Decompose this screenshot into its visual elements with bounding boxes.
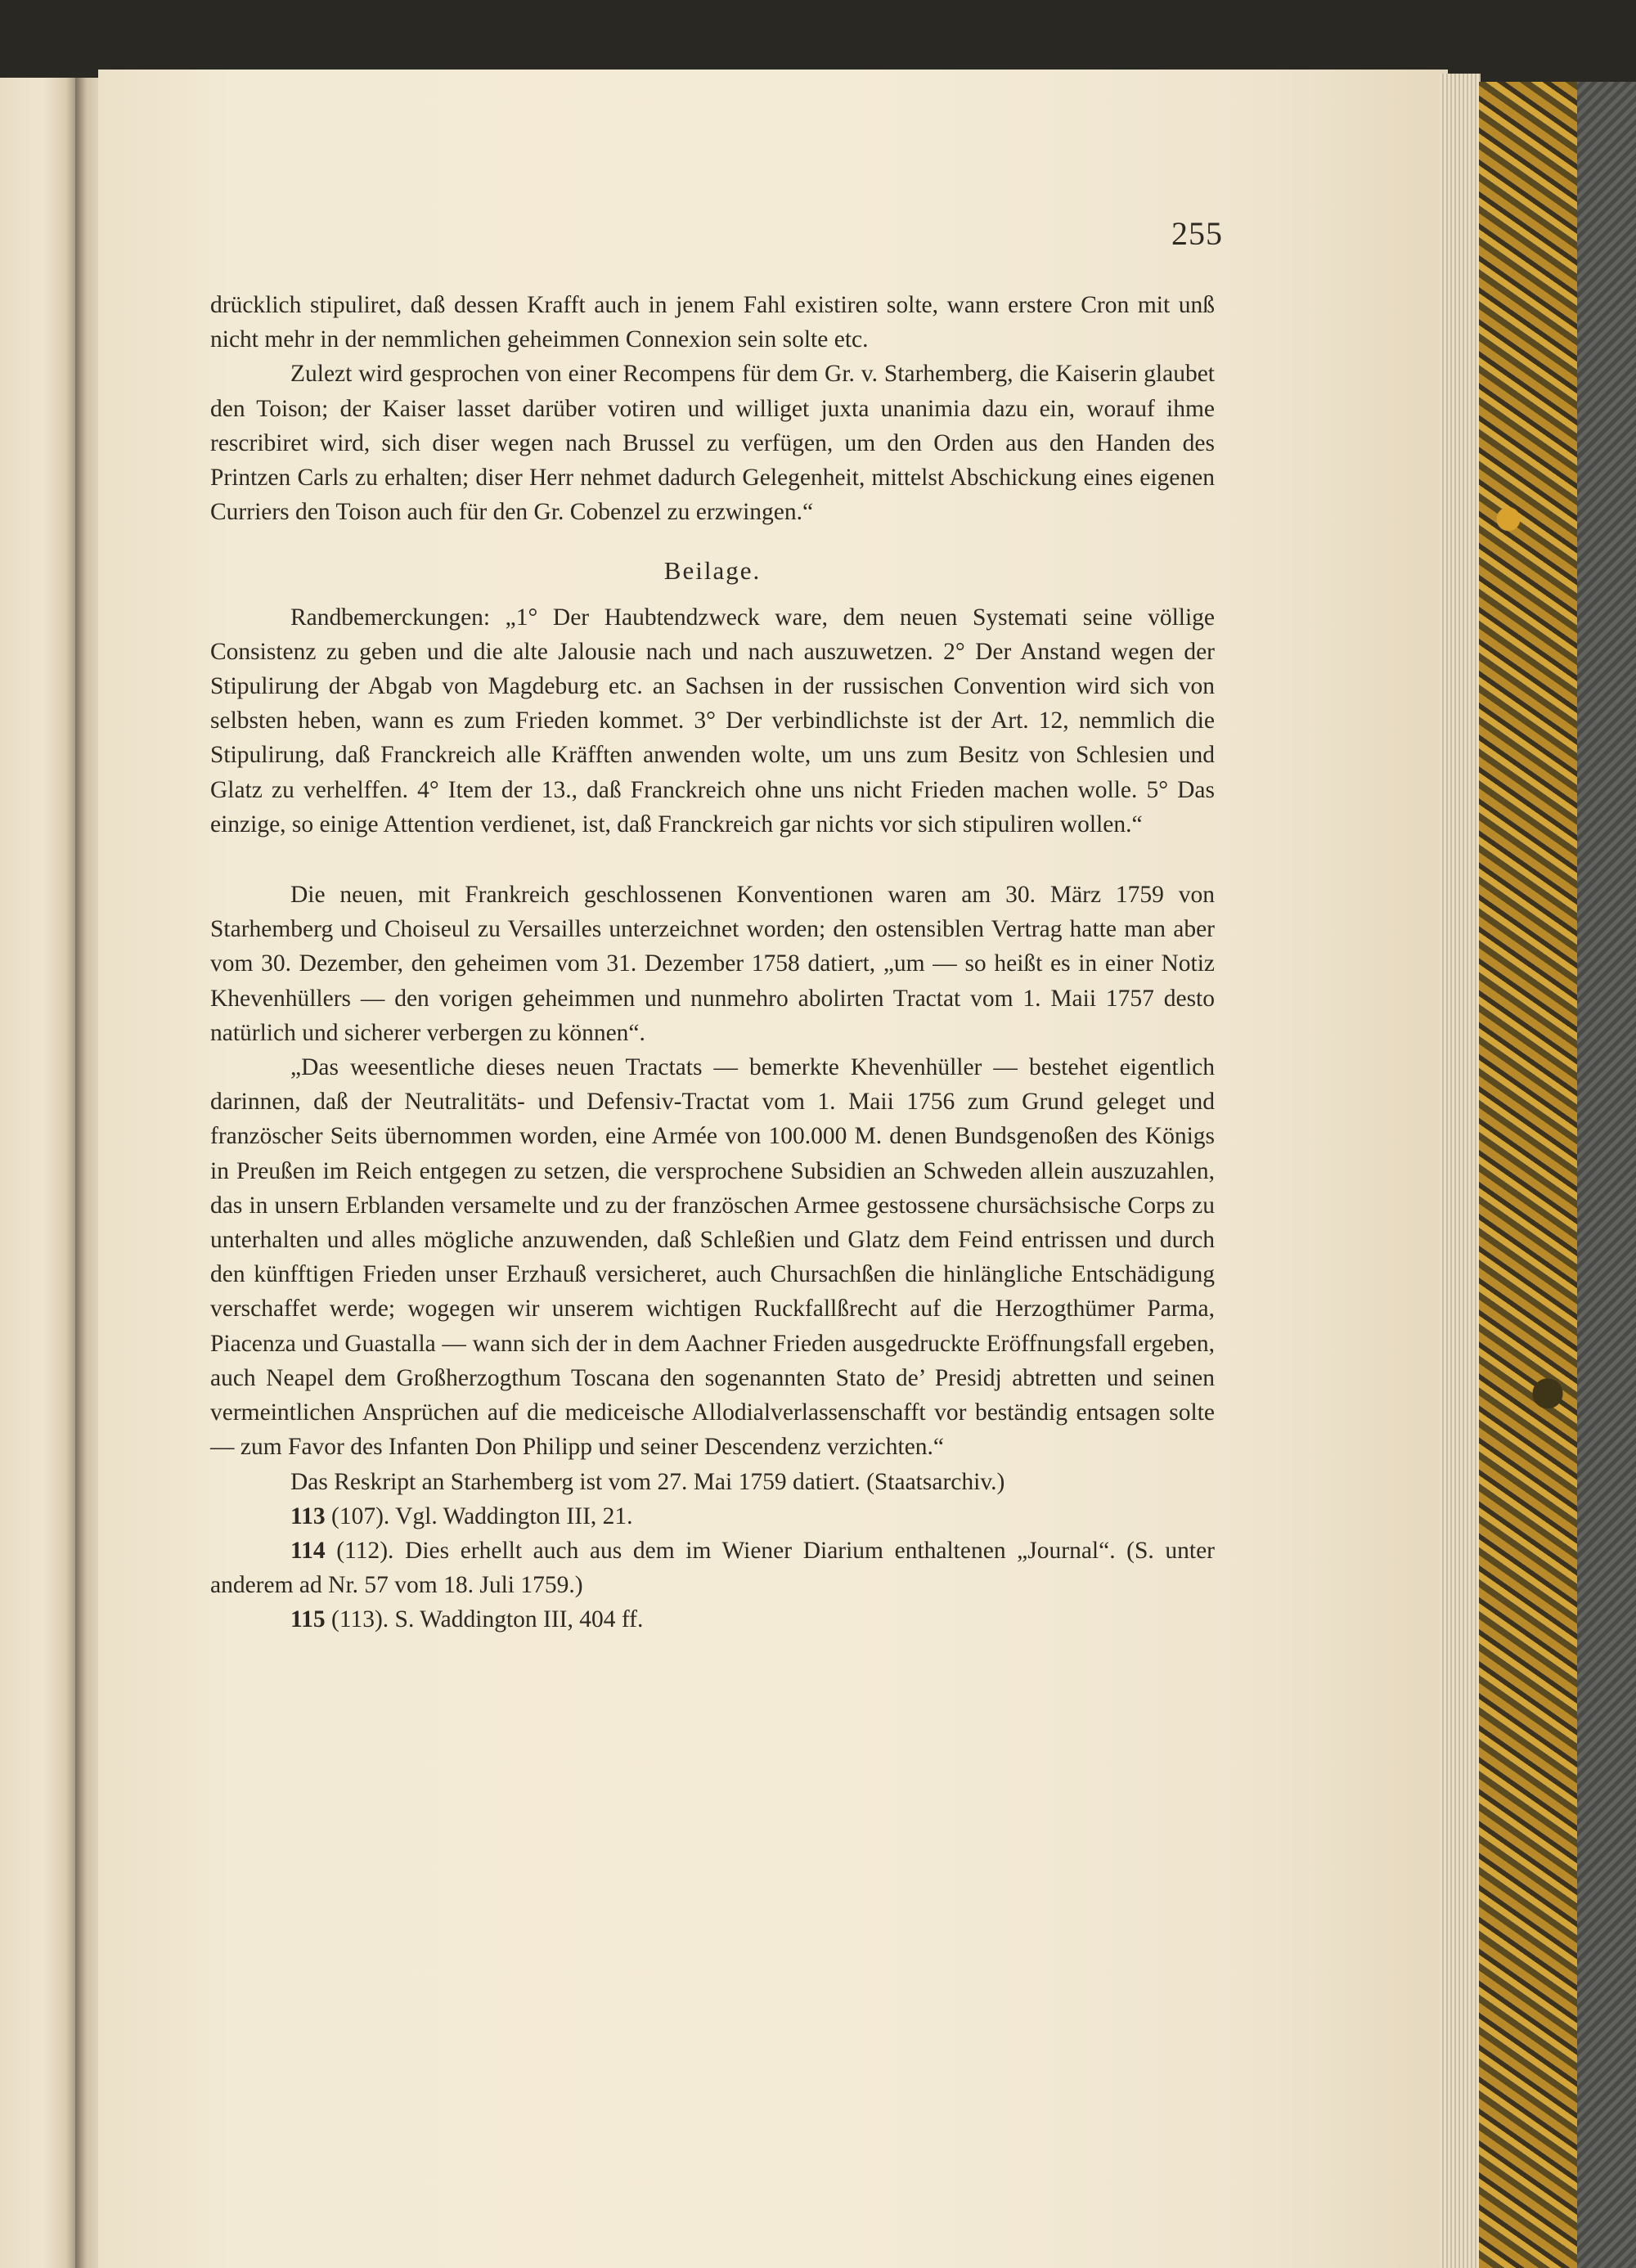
endnote-number: 115 bbox=[290, 1606, 326, 1633]
endnote-text: (107). Vgl. Waddington III, 21. bbox=[331, 1502, 633, 1529]
paragraph-tractat-quote: „Das weesentliche dieses neuen Tractats — bemerkte Khevenhüller — bestehet eigentlich darinnen, daß der Neutralitäts- und Defensiv-Tractat vom 1. Maii 1756 zum Grund geleget und französcher Seits übernommen worden, eine Armée von 100.000 M. denen Bundsgenoßen des Königs in Preußen im Reich entgegen zu setzen, die versprochene Subsidien an Schweden allein auszuzahlen, das in unsern Erblanden versamelte und zu der französchen Armee gestossene chursächsische Corps zu unterhalten und alles mögliche anzuwenden, daß Schleßien und Glatz dem Feind entrissen und durch den künfftigen Frieden unser Erzhauß versicheret, auch Chursachßen die hinlängliche Entschädigung verschaffet werde; wogegen wir unserem wichtigen Ruckfallßrecht auf die Herzogthümer Parma, Piacenza und Guastalla — wann sich der in dem Aachner Frieden ausgedruckte Eröffnungsfall ergeben, auch Neapel dem Großherzogthum Toscana den sogenannten Stato de’ Presidj abtretten und seinen vermeintlichen Ansprüchen auf die mediceische Allodialverlassenschafft vor beständig entsagen solte — zum Favor des Infanten Don Philipp und seiner Descendenz verzichten.“ bbox=[210, 1054, 1215, 1461]
endnote-number: 113 bbox=[290, 1502, 326, 1529]
endnote bbox=[210, 1602, 1215, 1637]
paragraph-recompens: Zulezt wird gesprochen von einer Recompens für dem Gr. v. Starhemberg, die Kaiserin glaubet den Toison; der Kaiser lasset darüber votiren und williget juxta unanimia dazu ein, worauf ihme rescribiret wird, sich diser wegen nach Brussel zu verfügen, um den Orden aus den Handen des Printzen Carls zu erhalten; diser Herr nehmet dadurch Gelegenheit, mittelst Abschickung eines eigenen Curriers den Toison auch für den Gr. Cobenzel zu erzwingen.“ bbox=[210, 361, 1215, 526]
endnote-number: 114 bbox=[290, 1537, 326, 1564]
paragraph-randbemerckungen: Randbemerckungen: „1° Der Haubtendzweck ware, dem neuen Systemati seine völlige Consistenz zu geben und die alte Jalousie nach und nach auszuwetzen. 2° Der Anstand wegen der Stipulirung der Abgab von Magdeburg etc. an Sachsen in der russischen Convention wird sich von selbsten heben, wann es zum Frieden kommet. 3° Der verbindlichste ist der Art. 12, nemmlich die Stipulirung, daß Franckreich alle Kräfften anwenden wolte, um uns zum Besitz von Schlesien und Glatz zu verhelffen. 4° Item der 13., daß Franckreich ohne uns nicht Frieden machen wolle. 5° Das einzige, so einige Attention verdienet, ist, daß Franckreich gar nichts vor sich stipuliren wollen.“ bbox=[210, 604, 1215, 838]
page-edges bbox=[1440, 74, 1481, 2268]
section-heading: Beilage. bbox=[663, 556, 762, 586]
page-number: 255 bbox=[1171, 215, 1223, 252]
paragraph-konventionen: Die neuen, mit Frankreich geschlossenen Konventionen waren am 30. März 1759 von Starhemberg und Choiseul zu Versailles unterzeichnet worden; den ostensiblen Vertrag hatte man aber vom 30. Dezember, den geheimen vom 31. Dezember 1758 datiert, „um — so heißt es in einer Notiz Khevenhüllers — den vorigen geheimmen und nunmehro abolirten Tractat vom 1. Maii 1757 desto natürlich und sicherer verbergen zu können“. bbox=[210, 882, 1215, 1046]
endnote-text: (112). Dies erhellt auch aus dem im Wiener Diarium enthaltenen „Journal“. (S. unter anderem ad Nr. 57 vom 18. Juli 1759.) bbox=[210, 1537, 1215, 1599]
scan-background bbox=[0, 0, 1636, 78]
endnote bbox=[210, 1499, 1215, 1534]
endnote bbox=[210, 1534, 1215, 1602]
endnote-text: (113). S. Waddington III, 404 ff. bbox=[331, 1606, 644, 1633]
marbled-cover-edge bbox=[1479, 82, 1577, 2268]
left-page-edge bbox=[0, 78, 78, 2268]
paragraph-reskript: Das Reskript an Starhemberg ist vom 27. Mai 1759 datiert. (Staatsarchiv.) bbox=[290, 1468, 1005, 1495]
paragraph-continuation: drücklich stipuliret, daß dessen Krafft auch in jenem Fahl existiren solte, wann erstere Cron mit unß nicht mehr in der nemmlichen geheimmen Connexion sein solte etc. bbox=[210, 292, 1215, 353]
endnotes bbox=[210, 1499, 1215, 1637]
page-text bbox=[210, 288, 1215, 1637]
